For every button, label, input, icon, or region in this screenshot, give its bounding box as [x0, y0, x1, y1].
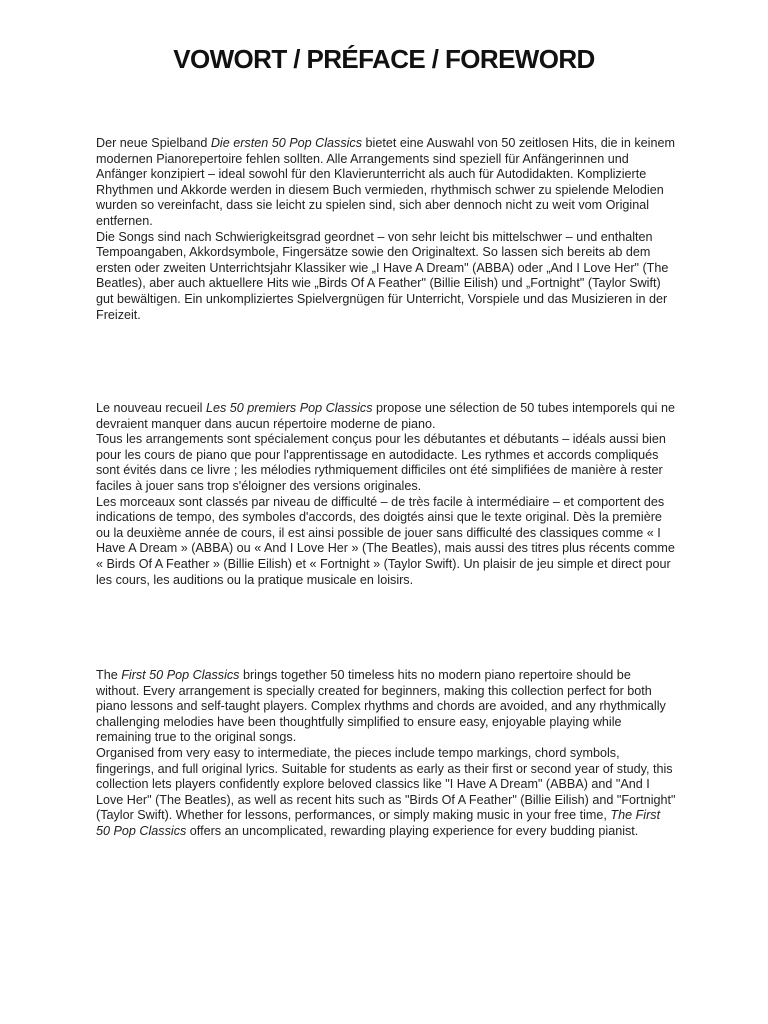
- paragraph-en-2: [96, 746, 676, 840]
- paragraph-de-2: Die Songs sind nach Schwierigkeitsgrad geordnet – von sehr leicht bis mittelschwer – und enthalten Tempoangaben, Akkordsymbole, Fingersätze sowie den Originaltext. So lassen sich bereits ab dem ersten oder zweiten Unterrichtsjahr Klassiker wie „I Have A Dream" (ABBA) oder „And I Love Her" (The Beatles), aber auch aktuellere Hits wie „Birds Of A Feather" (Billie Eilish) und „Fortnight" (Taylor Swift) gut bewältigen. Ein unkompliziertes Spielvergnügen für Unterricht, Vorspiele und das Musizieren in der Freizeit.: [96, 229, 669, 322]
- paragraph-en-1: [96, 668, 676, 746]
- book-title-en-2: The First 50 Pop Classics: [96, 808, 661, 838]
- paragraph-en-1-intro: The: [96, 668, 122, 682]
- paragraph-en-1-body: brings together 50 timeless hits no modern piano repertoire should be without. Every arrangement is specially created for beginners, making this collection perfect for both piano lessons and self-taught players. Complex rhythms and chords are avoided, and any rhythmically challenging melodies have been thoughtfully simplified to ensure easy, enjoyable playing while remaining true to the original songs.: [96, 668, 666, 745]
- paragraph-de-1-body: bietet eine Auswahl von 50 zeitlosen Hits, die in keinem modernen Pianorepertoire fehlen sollten. Alle Arrangements sind speziell für Anfängerinnen und Anfänger konzipiert – ideal sowohl für den Klavierunterricht als auch für Autodidakten. Komplizierte Rhythmen und Akkorde werden in diesem Buch vermieden, rhythmisch schwer zu spielende Melodien wurden so vereinfacht, dass sie leicht zu spielen sind, sich aber dennoch nicht zu weit vom Original entfernen.: [96, 136, 675, 228]
- paragraph-fr-2: Tous les arrangements sont spécialement conçus pour les débutantes et débutants – idéals aussi bien pour les cours de piano que pour l'apprentissage en autodidacte. Les rythmes et accords compliqués sont évités dans ce livre ; les mélodies rythmiquement difficiles ont été simplifiées de manière à rester faciles à jouer sans trop s'éloigner des versions originales.: [96, 432, 666, 493]
- section-english: [96, 668, 676, 840]
- page-title: VOWORT / PRÉFACE / FOREWORD: [173, 44, 595, 74]
- section-french: [96, 401, 676, 588]
- book-title-fr: Les 50 premiers Pop Classics: [205, 401, 373, 415]
- paragraph-de-1: [96, 136, 676, 230]
- paragraph-en-2-end: offers an uncomplicated, rewarding playing experience for every budding pianist.: [186, 823, 639, 838]
- paragraph-fr-1: [96, 401, 676, 432]
- book-title-en: First 50 Pop Classics: [121, 668, 240, 682]
- paragraph-fr-1-intro: Le nouveau recueil: [96, 401, 206, 415]
- paragraph-fr-1-body: propose une sélection de 50 tubes intemporels qui ne devraient manquer dans aucun répertoire moderne de piano.: [96, 401, 675, 431]
- book-title-de: Die ersten 50 Pop Classics: [210, 136, 363, 150]
- paragraph-en-2-body: Organised from very easy to intermediate, the pieces include tempo markings, chord symbols, fingerings, and full original lyrics. Suitable for students as early as their first or second year of study, this collection lets players confidently explore beloved classics like "I Have A Dream" (ABBA) and "And I Love Her" (The Beatles), as well as recent hits such as "Birds Of A Feather" (Billie Eilish) and "Fortnight" (Taylor Swift). Whether for lessons, performances, or simply making music in your free time,: [96, 745, 676, 823]
- paragraph-fr-3: Les morceaux sont classés par niveau de difficulté – de très facile à intermédiaire – et comportent des indications de tempo, des symboles d'accords, des doigtés ainsi que le texte original. Dès la première ou la deuxième année de cours, il est ainsi possible de jouer sans difficulté des classiques comme « I Have A Dream » (ABBA) ou « And I Love Her » (The Beatles), mais aussi des titres plus récents comme « Birds Of A Feather » (Billie Eilish) et « Fortnight » (Taylor Swift). Un plaisir de jeu simple et direct pour les cours, les auditions ou la pratique musicale en loisirs.: [96, 494, 675, 587]
- paragraph-de-1-intro: Der neue Spielband: [96, 136, 211, 150]
- section-german: [96, 136, 676, 323]
